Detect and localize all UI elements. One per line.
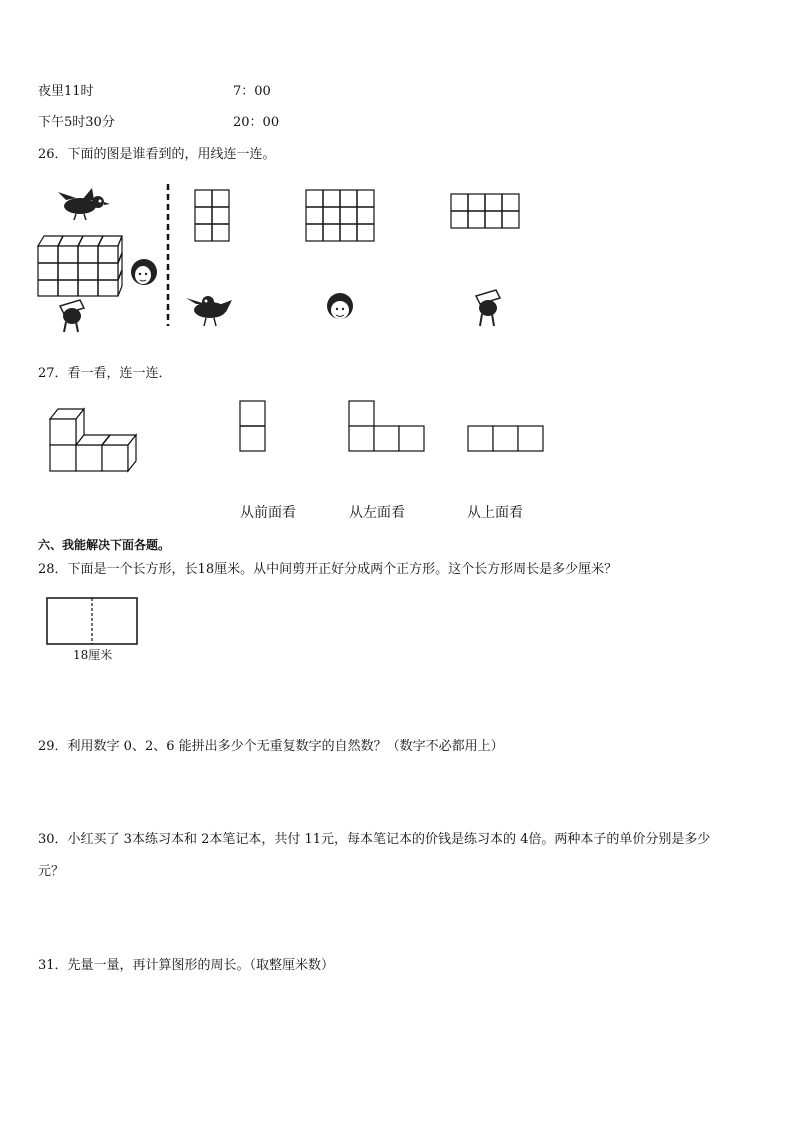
l-shaped-block <box>50 409 136 471</box>
question-28: 28．下面是一个长方形，长18厘米。从中间剪开正好分成两个正方形。这个长方形周长是多少厘米？ <box>38 562 618 577</box>
question-27: 27．看一看，连一连． <box>38 366 172 381</box>
label-top-view: 从上面看 <box>467 505 523 521</box>
view-row-three <box>468 426 543 451</box>
view-front-column <box>240 401 265 451</box>
question-31: 31．先量一量，再计算图形的周长。（取整厘米数） <box>38 958 335 973</box>
cube-stack <box>38 236 122 296</box>
q26-figure <box>30 180 550 340</box>
question-30-line-2: 元？ <box>38 864 65 879</box>
girl-icon <box>131 259 157 285</box>
label-front-view: 从前面看 <box>240 505 296 521</box>
time-right-1: 7：00 <box>233 84 271 99</box>
view-grid-4x2 <box>451 194 519 228</box>
time-left-1: 夜里11时 <box>38 84 94 99</box>
view-l-shape <box>349 401 424 451</box>
section-6-title: 六、我能解决下面各题。 <box>38 538 171 552</box>
boy-with-hat-icon <box>60 300 84 332</box>
boy-with-hat-icon <box>476 290 500 326</box>
view-grid-2x3 <box>195 190 229 241</box>
question-26: 26．下面的图是谁看到的，用线连一连。 <box>38 147 276 162</box>
bird-icon <box>58 188 110 220</box>
time-left-2: 下午5时30分 <box>38 115 115 130</box>
view-grid-4x3 <box>306 190 374 241</box>
time-right-2: 20：00 <box>233 115 280 130</box>
q28-dimension-label: 18厘米 <box>73 648 113 662</box>
bird-icon <box>186 296 232 326</box>
q28-rectangle-figure <box>46 597 140 647</box>
girl-icon <box>327 293 353 319</box>
q27-figure <box>40 395 560 480</box>
question-30-line-1: 30．小红买了 3本练习本和 2本笔记本，共付 11元，每本笔记本的价钱是练习本的 4倍。两种本子的单价分别是多少 <box>38 832 711 847</box>
question-29: 29．利用数字 0、2、6 能拼出多少个无重复数字的自然数？（数字不必都用上） <box>38 739 504 754</box>
label-left-view: 从左面看 <box>349 505 405 521</box>
